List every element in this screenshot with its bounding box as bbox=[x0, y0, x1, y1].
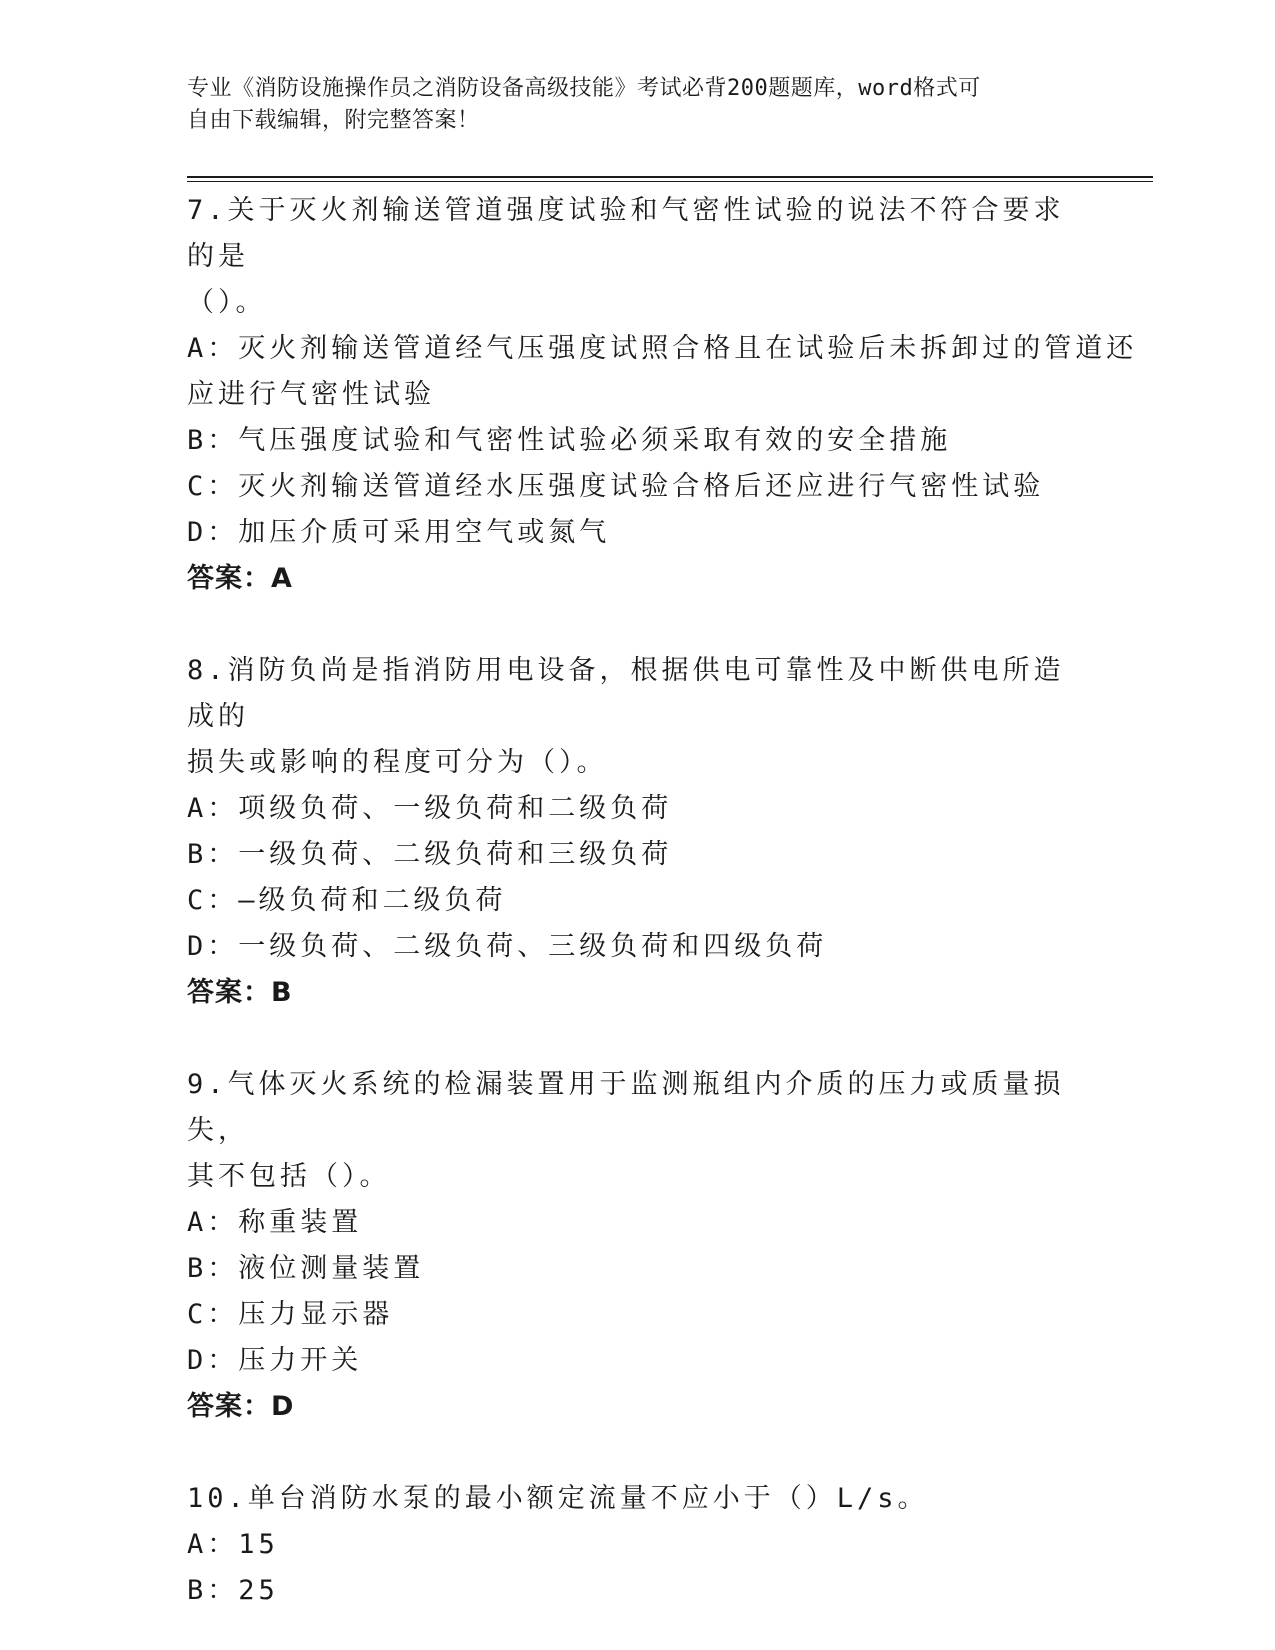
option-c: C：灭火剂输送管道经水压强度试验合格后还应进行气密性试验 bbox=[187, 471, 1045, 502]
header-divider-thin bbox=[187, 181, 1153, 182]
option-b: B：25 bbox=[187, 1575, 279, 1606]
option-b: B：一级负荷、二级负荷和三级负荷 bbox=[187, 839, 673, 870]
option-a-continued: 应进行气密性试验 bbox=[187, 379, 435, 410]
question-stem: 10.单台消防水泵的最小额定流量不应小于（）L/s。 bbox=[187, 1483, 929, 1514]
question-stem: 损失或影响的程度可分为（）。 bbox=[187, 747, 608, 778]
question-10 bbox=[187, 1476, 1087, 1614]
question-stem: 8.消防负尚是指消防用电设备，根据供电可靠性及中断供电所造成的 bbox=[187, 655, 1065, 732]
spacer bbox=[187, 1430, 1087, 1476]
question-8 bbox=[187, 648, 1087, 1016]
question-stem: （）。 bbox=[187, 287, 267, 318]
spacer bbox=[187, 1016, 1087, 1062]
answer-label: 答案：D bbox=[187, 1391, 295, 1422]
document-header bbox=[187, 73, 1067, 137]
option-d: D：一级负荷、二级负荷、三级负荷和四级负荷 bbox=[187, 931, 828, 962]
header-line: 自由下载编辑，附完整答案！ bbox=[187, 108, 480, 133]
answer-label: 答案：B bbox=[187, 977, 293, 1008]
option-a: A：15 bbox=[187, 1529, 279, 1560]
question-stem: 7.关于灭火剂输送管道强度试验和气密性试验的说法不符合要求的是 bbox=[187, 195, 1065, 272]
option-b: B：液位测量装置 bbox=[187, 1253, 425, 1284]
header-divider bbox=[187, 176, 1153, 178]
option-d: D：加压介质可采用空气或氮气 bbox=[187, 517, 611, 548]
option-a: A：项级负荷、一级负荷和二级负荷 bbox=[187, 793, 673, 824]
option-c: C：—级负荷和二级负荷 bbox=[187, 885, 507, 916]
spacer bbox=[187, 602, 1087, 648]
question-list bbox=[187, 188, 1138, 1614]
question-stem: 9.气体灭火系统的检漏装置用于监测瓶组内介质的压力或质量损失， bbox=[187, 1069, 1065, 1146]
option-c: C：压力显示器 bbox=[187, 1299, 394, 1330]
question-7 bbox=[187, 188, 1138, 602]
option-a: A：灭火剂输送管道经气压强度试照合格且在试验后未拆卸过的管道还 bbox=[187, 333, 1138, 364]
header-line: 专业《消防设施操作员之消防设备高级技能》考试必背200题题库，word格式可 bbox=[187, 76, 981, 101]
question-9 bbox=[187, 1062, 1087, 1430]
answer-label: 答案：A bbox=[187, 563, 293, 594]
option-b: B：气压强度试验和气密性试验必须采取有效的安全措施 bbox=[187, 425, 952, 456]
question-stem: 其不包括（）。 bbox=[187, 1161, 391, 1192]
option-d: D：压力开关 bbox=[187, 1345, 363, 1376]
option-a: A：称重装置 bbox=[187, 1207, 363, 1238]
